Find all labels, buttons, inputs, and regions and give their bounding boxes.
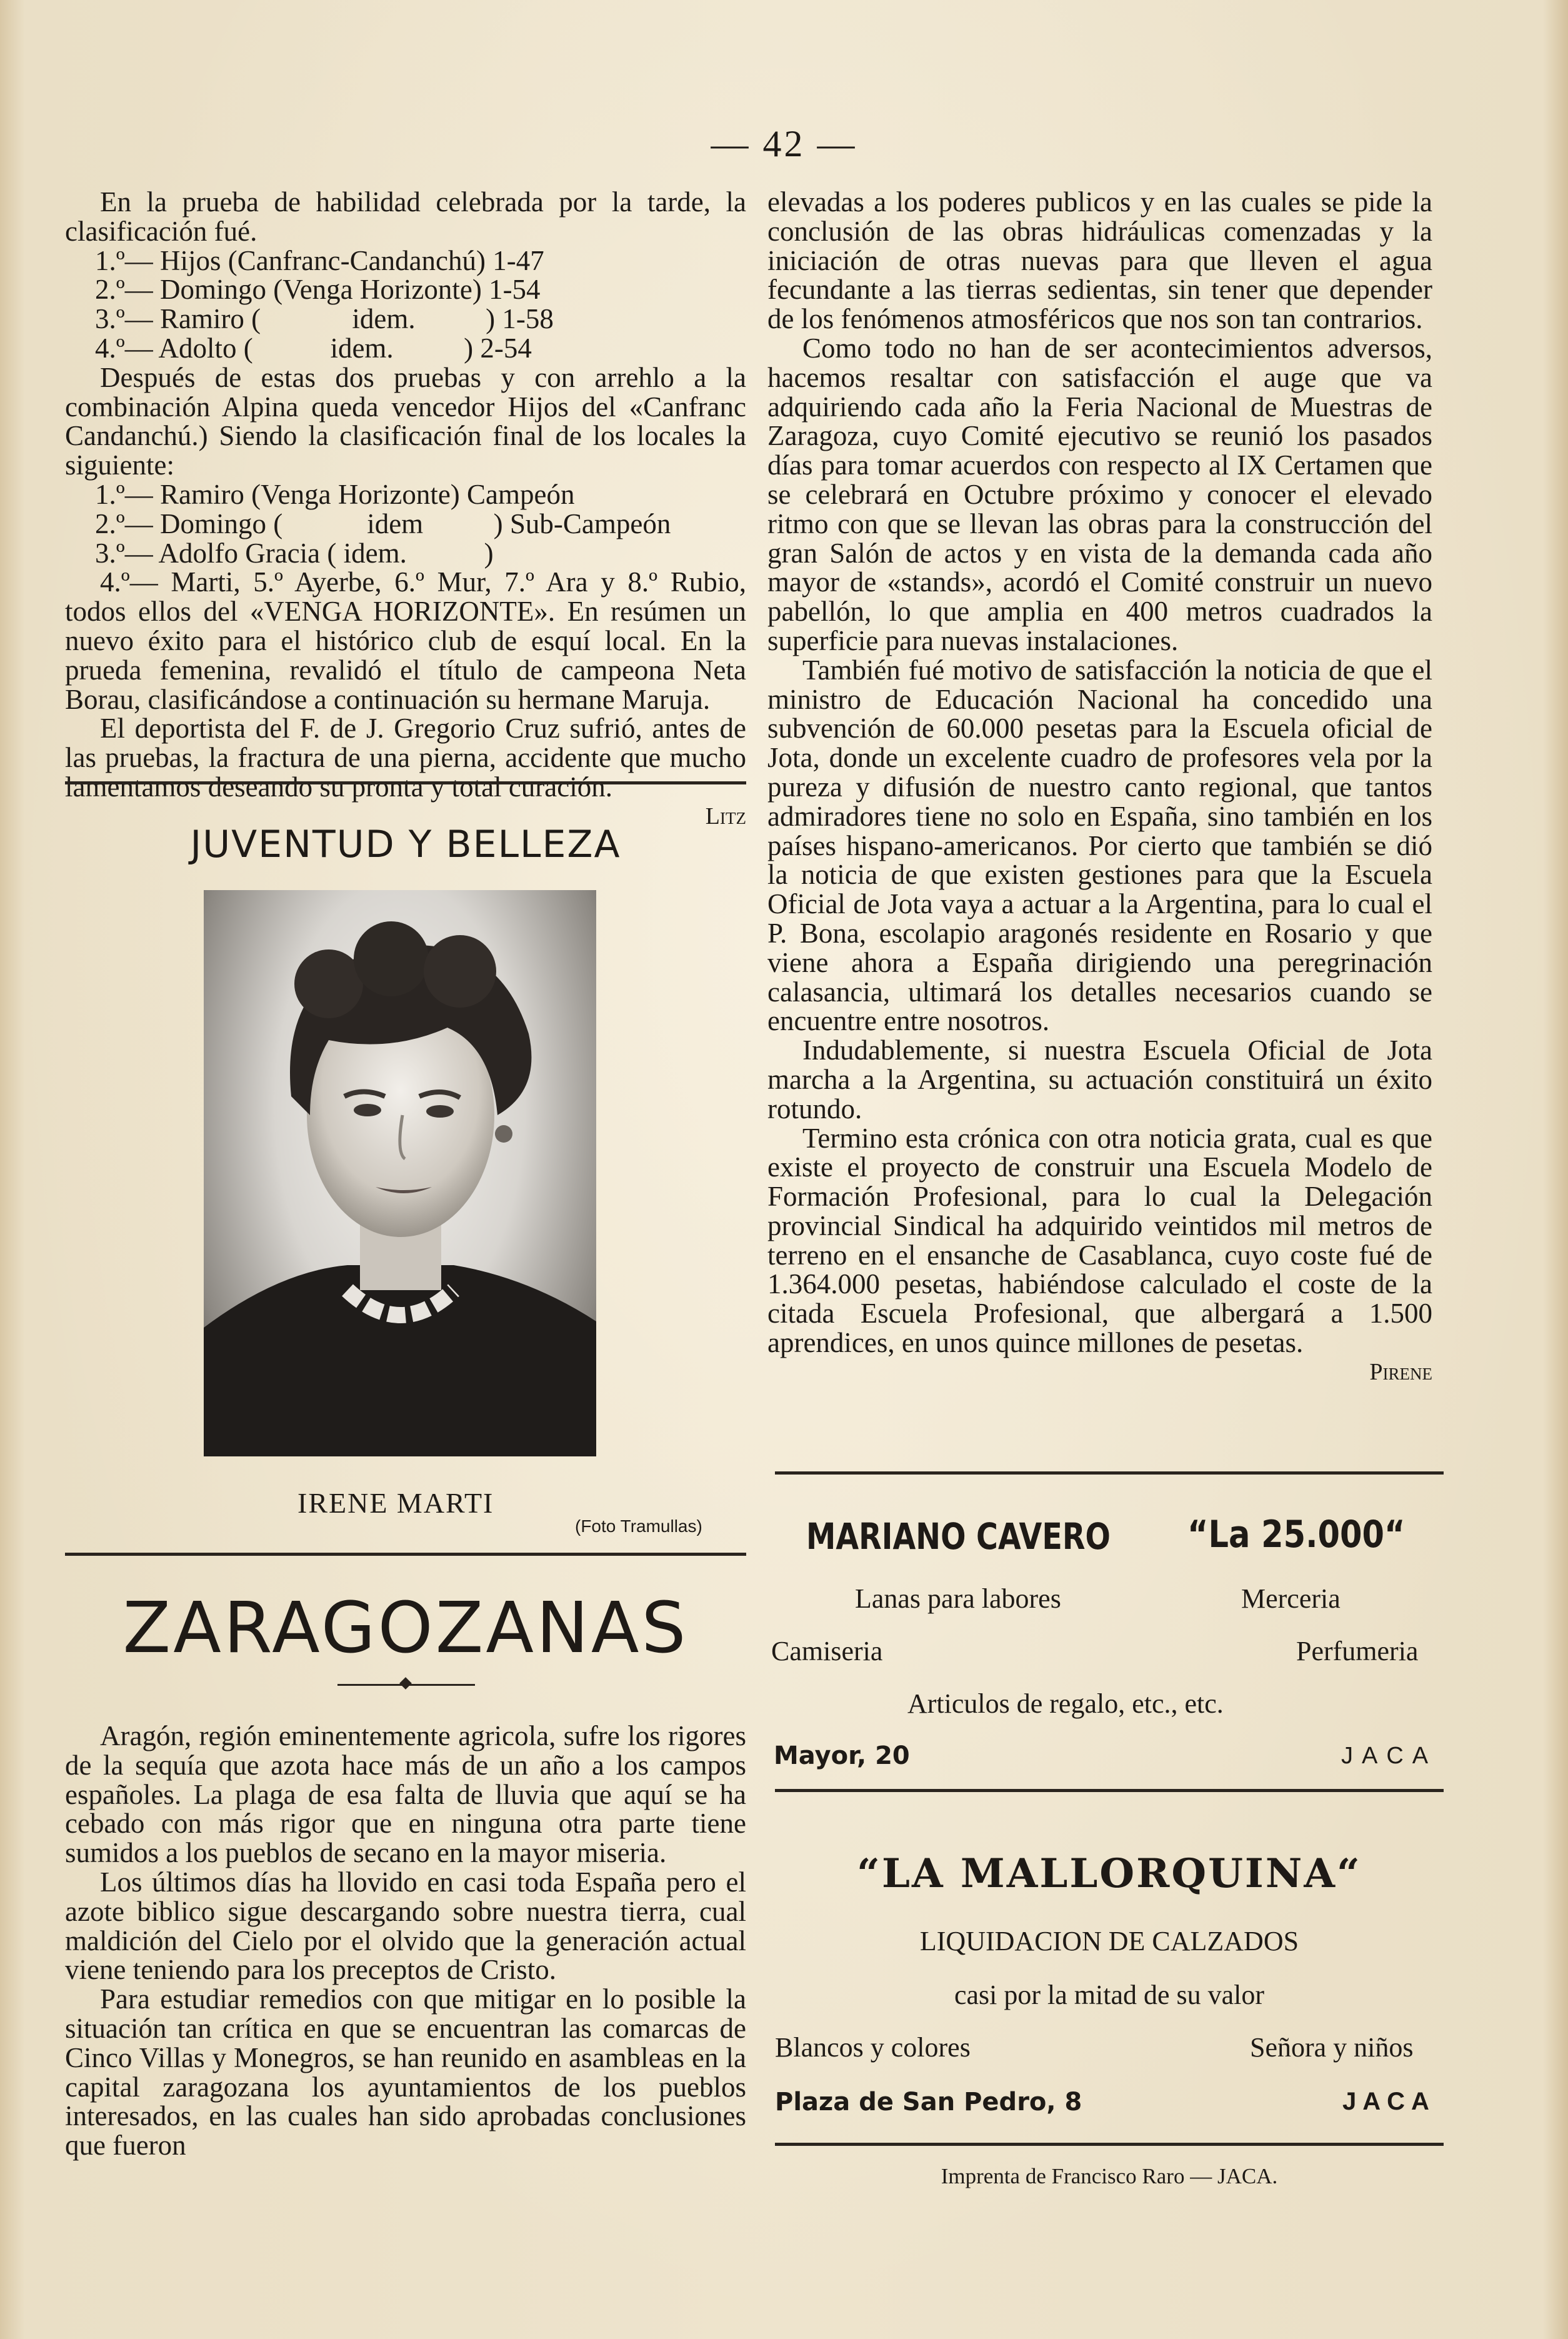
article-paragraph: Como todo no han de ser acontecimientos adversos, hacemos resaltar con satisfacción el auge que va adquiriendo cada año la Feria Nacional de Muestras de Zaragoza, cuyo Comité ejecutivo se reunió los pasados días para tomar acuerdos con respecto al IX Certamen que se celebrará en Octubre próximo y conocer el elevado ritmo con que se llevan las obras para la construcción del gran Salón de actos y en vista de la demanda cada año mayor de «stands», acordó el Comité construir un nuevo pabellón, lo que amplia en 400 metros cuadrados la superficie para nuevas instalaciones.: [767, 332, 1432, 656]
result-line: 2.º— Domingo (Venga Horizonte) 1-54: [95, 274, 541, 306]
zaragozanas-title: ZARAGOZANAS: [122, 1588, 689, 1669]
ski-results-final: [65, 480, 746, 568]
ad-cavero-name: MARIANO CAVERO: [806, 1515, 1111, 1558]
ornament-diamond: [399, 1677, 412, 1690]
result-line: 1.º— Ramiro (Venga Horizonte) Campeón: [95, 478, 575, 510]
ad-cavero-regalo: Articulos de regalo, etc., etc.: [907, 1688, 1224, 1719]
ad-cavero-city: JACA: [1341, 1743, 1437, 1769]
printer-imprint: Imprenta de Francisco Raro — JACA.: [941, 2164, 1278, 2188]
result-line: 4.º— Adolto ( idem. ) 2-54: [95, 332, 532, 364]
article-paragraph: Indudablemente, si nuestra Escuela Oficial de Jota marcha a la Argentina, su actuación constituirá un éxito rotundo.: [767, 1034, 1432, 1124]
article-signature: Pirene: [1369, 1358, 1432, 1385]
divider: [775, 2143, 1444, 2146]
feature-title: JUVENTUD Y BELLEZA: [190, 823, 621, 866]
article-paragraph: Termino esta crónica con otra noticia grata, cual es que existe el proyecto de construir una Escuela Modelo de Formación Profesional, para lo cual la Delegación provincial Sindical ha adquirido veintidos mil metros de terreno en el ensanche de Casablanca, cuyo coste fué de 1.364.000 pesetas, habiéndose calculado el coste de la citada Escuela Profesional, que albergará a 1.500 aprendices, en unos quince millones de pesetas.: [767, 1122, 1432, 1359]
portrait-photo: [204, 890, 596, 1456]
ski-signature: Litz: [705, 803, 746, 829]
result-line: 3.º— Ramiro ( idem. ) 1-58: [95, 303, 554, 335]
result-line: 1.º— Hijos (Canfranc-Candanchú) 1-47: [95, 244, 544, 276]
ski-combined: Después de estas dos pruebas y con arrehlo a la combinación Alpina queda vencedor Hijos del «Canfranc Candanchú.) Siendo la clasificación final de los locales la siguiente:: [65, 361, 746, 481]
zaragozanas-article: [65, 1721, 746, 2160]
page-number: — 42 —: [711, 123, 857, 164]
divider: [65, 781, 746, 784]
zaragozanas-paragraph: Los últimos días ha llovido en casi toda España pero el azote biblico sigue descargando sobre nuestra tierra, cual maldición del Cielo por el olvido que la generación actual viene teniendo para los preceptos de Cristo.: [65, 1866, 746, 1986]
divider: [775, 1471, 1444, 1475]
ski-results-first: [65, 246, 746, 363]
ad-cavero-lanas: Lanas para labores: [855, 1583, 1061, 1614]
zaragozanas-continued: [767, 188, 1432, 1387]
ad-cavero-address: Mayor, 20: [774, 1741, 910, 1770]
ad-cavero-camiseria: Camiseria: [771, 1636, 883, 1666]
ski-rest: 4.º— Marti, 5.º Ayerbe, 6.º Mur, 7.º Ara y 8.º Rubio, todos ellos del «VENGA HORIZONTE». En resúmen un nuevo éxito para el histórico club de esquí local. En la prueda femenina, revalidó el título de campeona Neta Borau, clasificándose a continuación su hermane Maruja.: [65, 566, 746, 715]
ski-intro: En la prueba de habilidad celebrada por la tarde, la clasificación fué.: [65, 186, 746, 247]
ad-mallorquina-line1: LIQUIDACION DE CALZADOS: [919, 1926, 1299, 1956]
ad-mallorquina-name: “LA MALLORQUINA“: [857, 1850, 1362, 1897]
ad-cavero-merceria: Merceria: [1241, 1583, 1341, 1614]
zaragozanas-paragraph: Aragón, región eminentemente agricola, sufre los rigores de la sequía que azota hace más de un año a los campos españoles. La plaga de esa falta de lluvia que aquí se ha cebado con más rigor que en ninguna otra parte tiene sumidos a los pueblos de secano en la mayor miseria.: [65, 1720, 746, 1869]
ad-mallorquina-left: Blancos y colores: [775, 2032, 971, 2063]
ad-mallorquina-city: JACA: [1342, 2088, 1436, 2115]
ski-accident: El deportista del F. de J. Gregorio Cruz sufrió, antes de las pruebas, la fractura de una pierna, accidente que mucho lamentamos deseando su pronta y total curación.: [65, 713, 746, 803]
ad-mallorquina-line2: casi por la mitad de su valor: [954, 1980, 1265, 2010]
zaragozanas-paragraph: Para estudiar remedios con que mitigar en lo posible la situación tan crítica en que se encuentran las comarcas de Cinco Villas y Monegros, se han reunido en asambleas en la capital zaragozana los ayuntamientos de los pueblos interesados, en las cuales han sido aprobadas conclusiones que fueron: [65, 1983, 746, 2161]
photo-credit: (Foto Tramullas): [575, 1516, 702, 1536]
ad-cavero-perfumeria: Perfumeria: [1296, 1636, 1419, 1666]
divider: [775, 1789, 1444, 1792]
article-paragraph: elevadas a los poderes publicos y en las cuales se pide la conclusión de las obras hidráulicas comenzadas y la iniciación de otras nuevas para que lleven el agua fecundante a las tierras sedientas, sin tener que depender de los fenómenos atmosféricos que nos son tan contrarios.: [767, 186, 1432, 335]
photo-caption: IRENE MARTI: [297, 1487, 494, 1519]
result-line: 2.º— Domingo ( idem ) Sub-Campeón: [95, 508, 671, 539]
result-line: 3.º— Adolfo Gracia ( idem. ): [95, 537, 494, 569]
ad-mallorquina-address: Plaza de San Pedro, 8: [775, 2088, 1082, 2116]
ad-cavero-brand: “La 25.000“: [1187, 1513, 1406, 1556]
article-paragraph: También fué motivo de satisfacción la noticia de que el ministro de Educación Nacional ha concedido una subvención de 60.000 pesetas para la Escuela oficial de Jota, donde un excelente cuadro de profesores vela por la pureza y difusión de nuestro canto regional, que tantos admiradores tiene no solo en España, sino también en los países hispano-americanos. Por cierto que también se dió la noticia de que existen gestiones para que la Escuela Oficial de Jota vaya a actuar a la Argentina, para lo cual el P. Bona, escolapio aragonés residente en Rosario y que viene ahora a España dirigiendo una peregrinación calasancia, ultimará los detalles necesarios cuando se encuentre entre nosotros.: [767, 654, 1432, 1037]
portrait-illustration: [204, 890, 596, 1456]
ski-results-article: [65, 188, 746, 831]
ad-mallorquina-right: Señora y niños: [1250, 2032, 1414, 2063]
divider: [65, 1553, 746, 1556]
